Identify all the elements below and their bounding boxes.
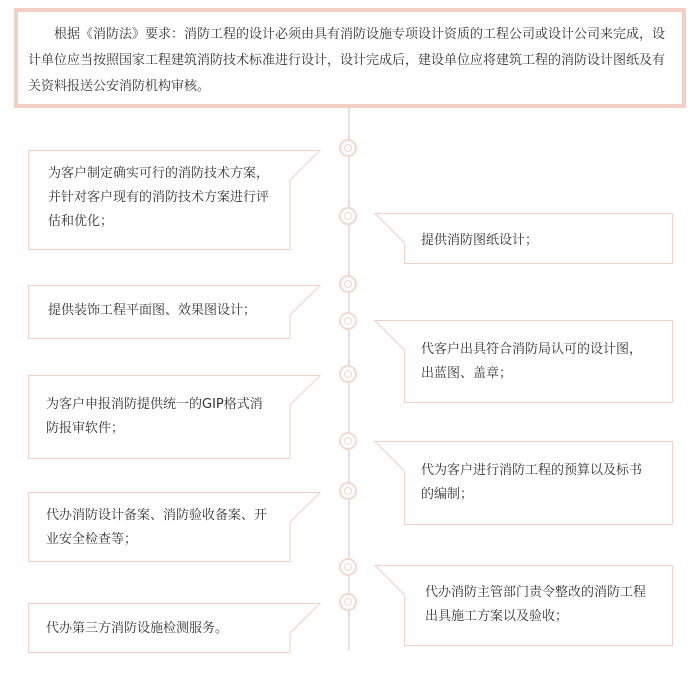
timeline-node (339, 482, 357, 500)
timeline-node (339, 432, 357, 450)
service-box-left-5 (28, 603, 320, 653)
timeline-node (339, 593, 357, 611)
service-text: 代办第三方消防设施检测服务。 (46, 621, 229, 636)
service-text: 代为客户进行消防工程的预算以及标书的编制； (421, 463, 643, 502)
service-text: 为客户制定确实可行的消防技术方案，并针对客户现有的消防技术方案进行评估和优化； (48, 166, 270, 229)
timeline-node (339, 139, 357, 157)
timeline-node (339, 365, 357, 383)
service-box-left-4 (28, 492, 320, 562)
service-box-right-4 (375, 565, 673, 646)
service-text: 为客户申报消防提供统一的GIP格式消防报审软件； (46, 397, 263, 436)
timeline-node (339, 275, 357, 293)
service-box-left-1 (28, 150, 320, 250)
intro-box (14, 8, 686, 108)
service-text: 提供消防图纸设计； (421, 233, 539, 248)
service-box-right-2 (375, 320, 673, 403)
service-text: 提供装饰工程平面图、效果图设计； (48, 303, 257, 318)
service-box-right-1 (375, 213, 673, 264)
service-box-left-3 (28, 375, 320, 459)
intro-text: 根据《消防法》要求：消防工程的设计必须由具有消防设施专项设计资质的工程公司或设计公司来完成，设计单位应当按照国家工程建筑消防技术标准进行设计，设计完成后，建设单位应将建筑工程的消防设计图纸及有关资料报送公安消防机构审核。 (28, 27, 666, 94)
service-text: 代办消防主管部门责令整改的消防工程出具施工方案以及验收； (425, 585, 647, 624)
service-box-right-3 (375, 441, 673, 525)
service-text: 代办消防设计备案、消防验收备案、开业安全检查等； (46, 508, 268, 547)
service-text: 代客户出具符合消防局认可的设计图，出蓝图、盖章； (421, 342, 643, 381)
service-box-left-2 (28, 285, 320, 339)
timeline-node (339, 207, 357, 225)
timeline-node (339, 558, 357, 576)
timeline-node (339, 312, 357, 330)
